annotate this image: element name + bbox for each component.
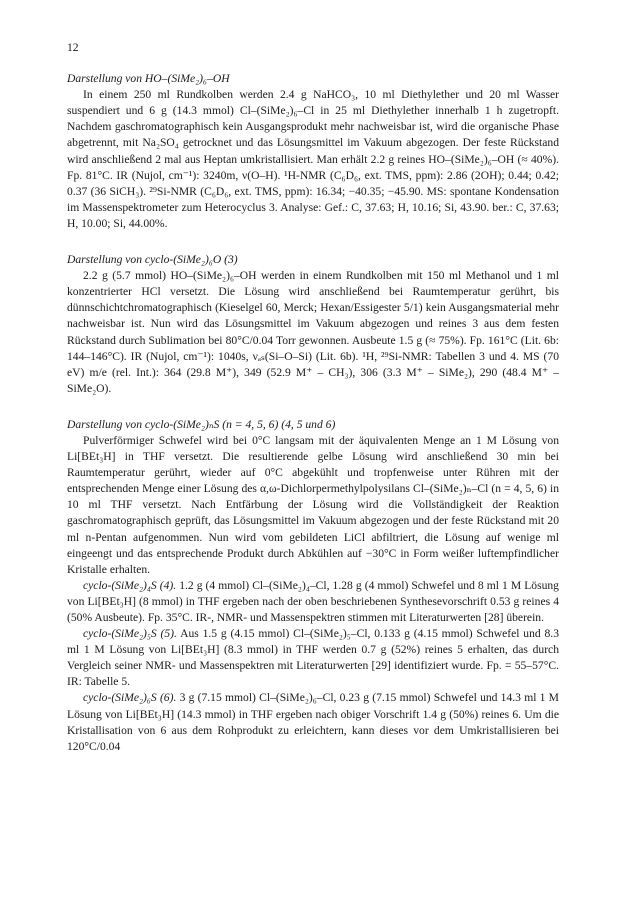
section-hexasilanediol xyxy=(67,71,559,232)
section-cyclo-sulfides xyxy=(67,417,559,755)
subsection-compound-4 xyxy=(67,578,559,626)
section-paragraph: Pulverförmiger Schwefel wird bei 0°C langsam mit der äquivalenten Menge an 1 M Lösung von Li[BEt₃H] in THF versetzt. Die resultierende gelbe Lösung wird anschließend 30 min bei Raumtemperatur gerührt, wieder auf 0°C abgekühlt und tropfenweise unter Rühren mit der entsprechenden Menge einer Lösung des α,ω-Dichlorpermethylpolysilans Cl–(SiMe₂)ₙ–Cl (n = 4, 5, 6) in 10 ml THF versetzt. Nach Entfärbung der Lösung wird die Vollständigkeit der Reaktion gaschromatographisch geprüft, das Lösungsmittel im Vakuum abgezogen und der feste Rückstand mit 20 ml n-Pentan aufgenommen. Nun wird vom gebildeten LiCl abfiltriert, die Lösung auf wenige ml eingeengt und das entsprechende Produkt durch Abkühlen auf −30°C in Form weißer luftempfindlicher Kristalle erhalten. xyxy=(67,433,559,576)
subsection-compound-6 xyxy=(67,690,559,754)
subsection-lead: cyclo-(SiMe₂)₆S (6). xyxy=(83,691,177,705)
document-page xyxy=(67,40,559,775)
section-heading: Darstellung von cyclo-(SiMe₂)₆O (3) xyxy=(67,253,238,267)
subsection-lead: cyclo-(SiMe₂)₅S (5). xyxy=(83,627,177,641)
subsection-text: 1.2 g (4 mmol) Cl–(SiMe₂)₄–Cl, 1.28 g (4 mmol) Schwefel und 8 ml 1 M Lösung von Li[BEt₃H] (8 mmol) in THF ergeben nach der oben beschriebenen Synthesevorschrift 0.53 g reines 4 (50% Ausbeute). Fp. 35°C. IR-, NMR- und Massenspektren stimmen mit Literaturwerten [28] überein. xyxy=(67,578,559,624)
section-cyclo-oxide xyxy=(67,252,559,397)
subsection-text: 3 g (7.15 mmol) Cl–(SiMe₂)₆–Cl, 0.23 g (7.15 mmol) Schwefel und 14.3 ml 1 M Lösung von Li[BEt₃H] (14.3 mmol) in THF ergeben nach obiger Vorschrift 1.4 g (50%) reines 6. Um die Kristallisation von 6 aus dem Rohprodukt zu erleichtern, kann dieses vor dem Umkristallisieren bei 120°C/0.04 xyxy=(67,691,559,753)
section-heading: Darstellung von cyclo-(SiMe₂)ₙS (n = 4, 5, 6) (4, 5 und 6) xyxy=(67,417,336,431)
subsection-compound-5 xyxy=(67,626,559,690)
section-paragraph: 2.2 g (5.7 mmol) HO–(SiMe₂)₆–OH werden in einem Rundkolben mit 150 ml Methanol und 1 ml konzentrierter HCl versetzt. Die Lösung wird anschließend bei Raumtemperatur gerührt, bis dünnschichtchromatographisch (Kieselgel 60, Merck; Hexan/Essigester 5/1) kein Ausgangsmaterial mehr nachweisbar ist. Nun wird das Lösungsmittel im Vakuum abgezogen und reines 3 aus dem festen Rückstand durch Sublimation bei 80°C/0.04 Torr gewonnen. Ausbeute 1.5 g (≈ 75%). Fp. 161°C (Lit. 6b: 144–146°C). IR (Nujol, cm⁻¹): 1040s, νₐₛ(Si–O–Si) (Lit. 6b). ¹H, ²⁹Si-NMR: Tabellen 3 und 4. MS (70 eV) m/e (rel. Int.): 364 (29.8 M⁺), 349 (52.9 M⁺ – CH₃), 306 (3.3 M⁺ – SiMe₂), 290 (48.4 M⁺ – SiMe₂O). xyxy=(67,269,559,395)
subsection-text: Aus 1.5 g (4.15 mmol) Cl–(SiMe₂)₅–Cl, 0.133 g (4.15 mmol) Schwefel und 8.3 ml 1 M Lösung von Li[BEt₃H] (8.3 mmol) in THF werden 0.7 g (52%) reines 5 erhalten, das durch Vergleich seiner NMR- und Massenspektren mit Literaturwerten [29] identifiziert wurde. Fp. = 55–57°C. IR: Tabelle 5. xyxy=(67,627,559,689)
section-heading: Darstellung von HO–(SiMe₂)₆–OH xyxy=(67,72,230,86)
subsection-lead: cyclo-(SiMe₂)₄S (4). xyxy=(83,578,177,592)
section-paragraph: In einem 250 ml Rundkolben werden 2.4 g NaHCO₃, 10 ml Diethylether und 20 ml Wasser suspendiert und 6 g (14.3 mmol) Cl–(SiMe₂)₆–Cl in 25 ml Diethylether innerhalb 1 h zugetropft. Nachdem gaschromatographisch kein Ausgangsprodukt mehr nachweisbar ist, wird die organische Phase abgetrennt, mit Na₂SO₄ getrocknet und das Lösungsmittel im Vakuum abgezogen. Der feste Rückstand wird anschließend 2 mal aus Heptan umkristallisiert. Man erhält 2.2 g reines HO–(SiMe₂)₆–OH (≈ 40%). Fp. 81°C. IR (Nujol, cm⁻¹): 3240m, ν(O–H). ¹H-NMR (C₆D₆, ext. TMS, ppm): 2.86 (2OH); 0.44; 0.42; 0.37 (36 SiCH₃). ²⁹Si-NMR (C₆D₆, ext. TMS, ppm): 16.34; −40.35; −45.90. MS: spontane Kondensation im Massenspektrometer zum Heterocyclus 3. Analyse: Gef.: C, 37.63; H, 10.16; Si, 43.90. ber.: C, 37.63; H, 10.00; Si, 44.00%. xyxy=(67,88,559,230)
page-number: 12 xyxy=(67,41,79,54)
